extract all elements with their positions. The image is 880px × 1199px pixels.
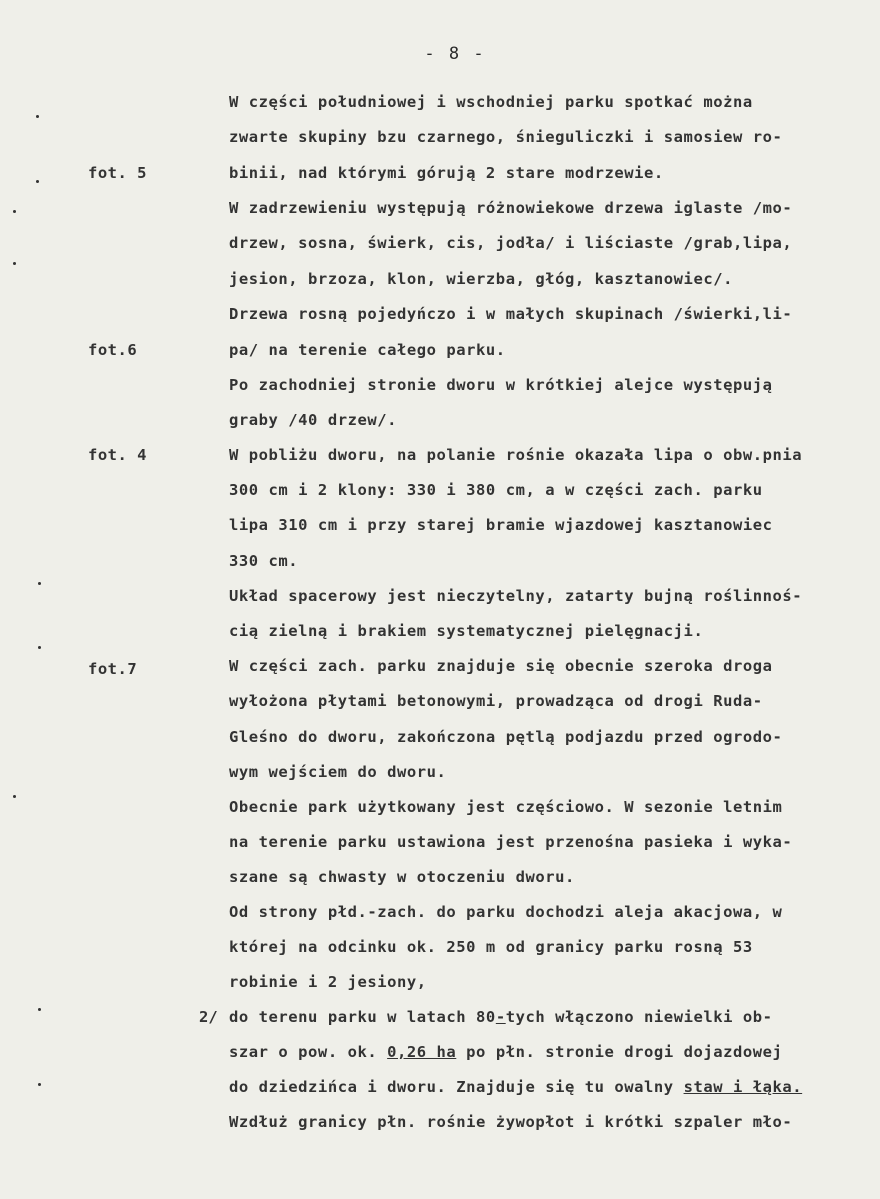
text-line: cią zielną i brakiem systematycznej pielęgnacji. bbox=[229, 622, 704, 640]
text-line: pa/ na terenie całego parku. bbox=[229, 341, 506, 359]
margin-note-fot5: fot. 5 bbox=[88, 164, 147, 182]
underlined-text: 0,26 ha bbox=[387, 1043, 457, 1061]
margin-dot bbox=[38, 582, 41, 585]
text-line: binii, nad którymi górują 2 stare modrzewie. bbox=[229, 164, 664, 182]
text-line: wym wejściem do dworu. bbox=[229, 763, 447, 781]
text-line: W części zach. parku znajduje się obecnie szeroka droga bbox=[229, 657, 773, 675]
text-line: W pobliżu dworu, na polanie rośnie okazała lipa o obw.pnia bbox=[229, 446, 803, 464]
text-line: robinie i 2 jesiony, bbox=[229, 973, 427, 991]
margin-dot bbox=[13, 262, 16, 265]
margin-dot bbox=[13, 210, 16, 213]
text-line: lipa 310 cm i przy starej bramie wjazdowej kasztanowiec bbox=[229, 516, 773, 534]
margin-dot bbox=[13, 795, 16, 798]
text-line: Obecnie park użytkowany jest częściowo. W sezonie letnim bbox=[229, 798, 783, 816]
text-line: graby /40 drzew/. bbox=[229, 411, 397, 429]
text-line: jesion, brzoza, klon, wierzba, głóg, kasztanowiec/. bbox=[229, 270, 733, 288]
margin-dot bbox=[38, 1083, 41, 1086]
underlined-text: - bbox=[495, 1008, 506, 1026]
text-line: W zadrzewieniu występują różnowiekowe drzewa iglaste /mo- bbox=[229, 199, 793, 217]
page-number: - 8 - bbox=[424, 44, 486, 64]
text-line: zwarte skupiny bzu czarnego, śnieguliczki i samosiew ro- bbox=[229, 128, 783, 146]
text-line: do dziedzińca i dworu. Znajduje się tu owalny staw i łąka. bbox=[229, 1078, 803, 1096]
margin-note-fot7: fot.7 bbox=[88, 660, 138, 678]
margin-dot bbox=[36, 115, 39, 118]
list-marker: 2/ bbox=[199, 1008, 218, 1026]
text-line: 300 cm i 2 klony: 330 i 380 cm, a w części zach. parku bbox=[229, 481, 763, 499]
margin-dot bbox=[38, 1008, 41, 1011]
text-line: szane są chwasty w otoczeniu dworu. bbox=[229, 868, 575, 886]
underlined-text: staw i łąka. bbox=[683, 1078, 803, 1096]
text-line: Układ spacerowy jest nieczytelny, zatarty bujną roślinnoś- bbox=[229, 587, 803, 605]
margin-dot bbox=[38, 646, 41, 649]
text-line: na terenie parku ustawiona jest przenośna pasieka i wyka- bbox=[229, 833, 793, 851]
margin-note-fot4: fot. 4 bbox=[88, 446, 147, 464]
text-line: 330 cm. bbox=[229, 552, 299, 570]
text-line: której na odcinku ok. 250 m od granicy parku rosną 53 bbox=[229, 938, 753, 956]
text-line: Po zachodniej stronie dworu w krótkiej alejce występują bbox=[229, 376, 773, 394]
margin-note-fot6: fot.6 bbox=[88, 341, 138, 359]
text-line: szar o pow. ok. 0,26 ha po płn. stronie drogi dojazdowej bbox=[229, 1043, 783, 1061]
text-line: Gleśno do dworu, zakończona pętlą podjazdu przed ogrodo- bbox=[229, 728, 783, 746]
text-line: drzew, sosna, świerk, cis, jodła/ i liściaste /grab,lipa, bbox=[229, 234, 793, 252]
text-line: do terenu parku w latach 80-tych włączono niewielki ob- bbox=[229, 1008, 773, 1026]
text-line: W części południowej i wschodniej parku spotkać można bbox=[229, 93, 753, 111]
text-line: Wzdłuż granicy płn. rośnie żywopłot i krótki szpaler mło- bbox=[229, 1113, 793, 1131]
margin-dot bbox=[36, 180, 39, 183]
text-line: wyłożona płytami betonowymi, prowadząca od drogi Ruda- bbox=[229, 692, 763, 710]
text-line: Od strony płd.-zach. do parku dochodzi aleja akacjowa, w bbox=[229, 903, 783, 921]
text-line: Drzewa rosną pojedyńczo i w małych skupinach /świerki,li- bbox=[229, 305, 793, 323]
